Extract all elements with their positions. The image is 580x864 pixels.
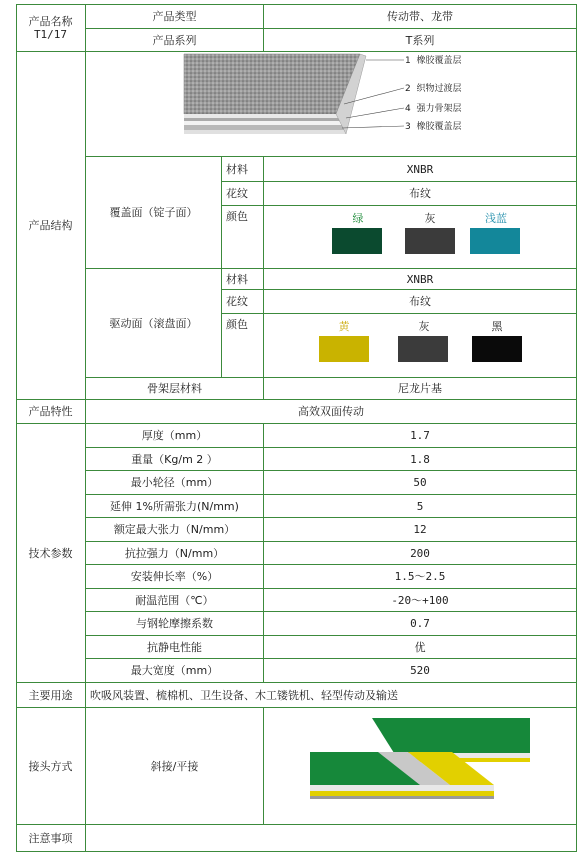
tech-param-value: 12 <box>264 518 577 542</box>
tech-param-name: 延伸 1%所需张力(N/mm) <box>86 495 264 518</box>
skeleton-label: 骨架层材料 <box>86 378 264 400</box>
feature-label: 产品特性 <box>16 400 86 424</box>
belt-layer-diagram <box>86 52 577 157</box>
drive-colors-cell <box>264 314 577 378</box>
product-name-value: T1/17 <box>33 27 68 41</box>
tech-param-value: 0.7 <box>264 612 577 636</box>
tech-param-value: 优 <box>264 636 577 659</box>
layer-label-4: 4 强力骨架层 <box>405 104 462 114</box>
tech-param-value: 1.5～2.5 <box>264 565 577 589</box>
cover-color-swatch <box>405 228 455 254</box>
drive-color-name: 灰 <box>418 320 430 333</box>
tech-param-value: 200 <box>264 542 577 565</box>
product-series-label: 产品系列 <box>86 29 264 52</box>
tech-param-value: -20～+100 <box>264 589 577 612</box>
drive-material-value: XNBR <box>264 269 577 290</box>
tech-param-name: 最大宽度（mm） <box>86 659 264 683</box>
drive-material-label: 材料 <box>222 269 264 290</box>
cover-pattern-label: 花纹 <box>222 182 264 206</box>
cover-material-label: 材料 <box>222 157 264 182</box>
usage-label: 主要用途 <box>16 683 86 708</box>
cover-color-name: 灰 <box>424 212 436 225</box>
tech-param-value: 1.8 <box>264 448 577 471</box>
cover-color-name: 浅蓝 <box>485 212 507 225</box>
drive-color-label: 颜色 <box>222 314 264 378</box>
tech-param-value: 1.7 <box>264 424 577 448</box>
tech-param-name: 抗静电性能 <box>86 636 264 659</box>
layer-label-2: 2 织物过渡层 <box>405 84 462 94</box>
structure-label: 产品结构 <box>16 52 86 400</box>
product-series-value: T系列 <box>264 29 577 52</box>
skeleton-value: 尼龙片基 <box>264 378 577 400</box>
tech-param-name: 额定最大张力（N/mm） <box>86 518 264 542</box>
cover-material-value: XNBR <box>264 157 577 182</box>
cover-pattern-value: 布纹 <box>264 182 577 206</box>
tech-param-value: 50 <box>264 471 577 495</box>
joint-diagram-cell <box>264 708 577 825</box>
cover-face-label: 覆盖面（锭子面） <box>86 157 222 269</box>
layer-label-3: 3 橡胶覆盖层 <box>405 122 462 132</box>
tech-param-name: 抗拉强力（N/mm） <box>86 542 264 565</box>
drive-color-swatch <box>319 336 369 362</box>
tech-param-value: 5 <box>264 495 577 518</box>
tech-param-name: 耐温范围（℃） <box>86 589 264 612</box>
structure-diagram-cell <box>86 52 577 157</box>
joint-label: 接头方式 <box>16 708 86 825</box>
tech-param-name: 与钢轮摩擦系数 <box>86 612 264 636</box>
tech-param-name: 重量（Kg/m 2 ） <box>86 448 264 471</box>
feature-value: 高效双面传动 <box>86 400 577 424</box>
drive-color-swatch <box>472 336 522 362</box>
belt-joint-diagram <box>264 708 577 825</box>
drive-pattern-label: 花纹 <box>222 290 264 314</box>
tech-label: 技术参数 <box>16 424 86 683</box>
product-type-value: 传动带、龙带 <box>264 4 577 29</box>
cover-color-label: 颜色 <box>222 206 264 269</box>
layer-label-1: 1 橡胶覆盖层 <box>405 56 462 66</box>
product-type-label: 产品类型 <box>86 4 264 29</box>
tech-param-name: 安装伸长率（%） <box>86 565 264 589</box>
drive-pattern-value: 布纹 <box>264 290 577 314</box>
notes-value <box>86 825 577 852</box>
notes-label: 注意事项 <box>16 825 86 852</box>
usage-value: 吹吸风装置、梳棉机、卫生设备、木工镂铣机、轻型传动及输送 <box>86 683 577 708</box>
drive-color-name: 黄 <box>338 320 350 333</box>
drive-face-label: 驱动面（滚盘面） <box>86 269 222 378</box>
drive-color-name: 黑 <box>491 320 503 333</box>
product-name-label: 产品名称 <box>28 14 73 28</box>
tech-param-name: 厚度（mm） <box>86 424 264 448</box>
tech-param-value: 520 <box>264 659 577 683</box>
drive-color-swatch <box>398 336 448 362</box>
cover-color-swatch <box>470 228 520 254</box>
tech-param-name: 最小轮径（mm） <box>86 471 264 495</box>
cover-color-name: 绿 <box>352 212 364 225</box>
joint-value: 斜接/平接 <box>86 708 264 825</box>
product-name-cell <box>16 4 86 52</box>
cover-color-swatch <box>332 228 382 254</box>
cover-colors-cell <box>264 206 577 269</box>
